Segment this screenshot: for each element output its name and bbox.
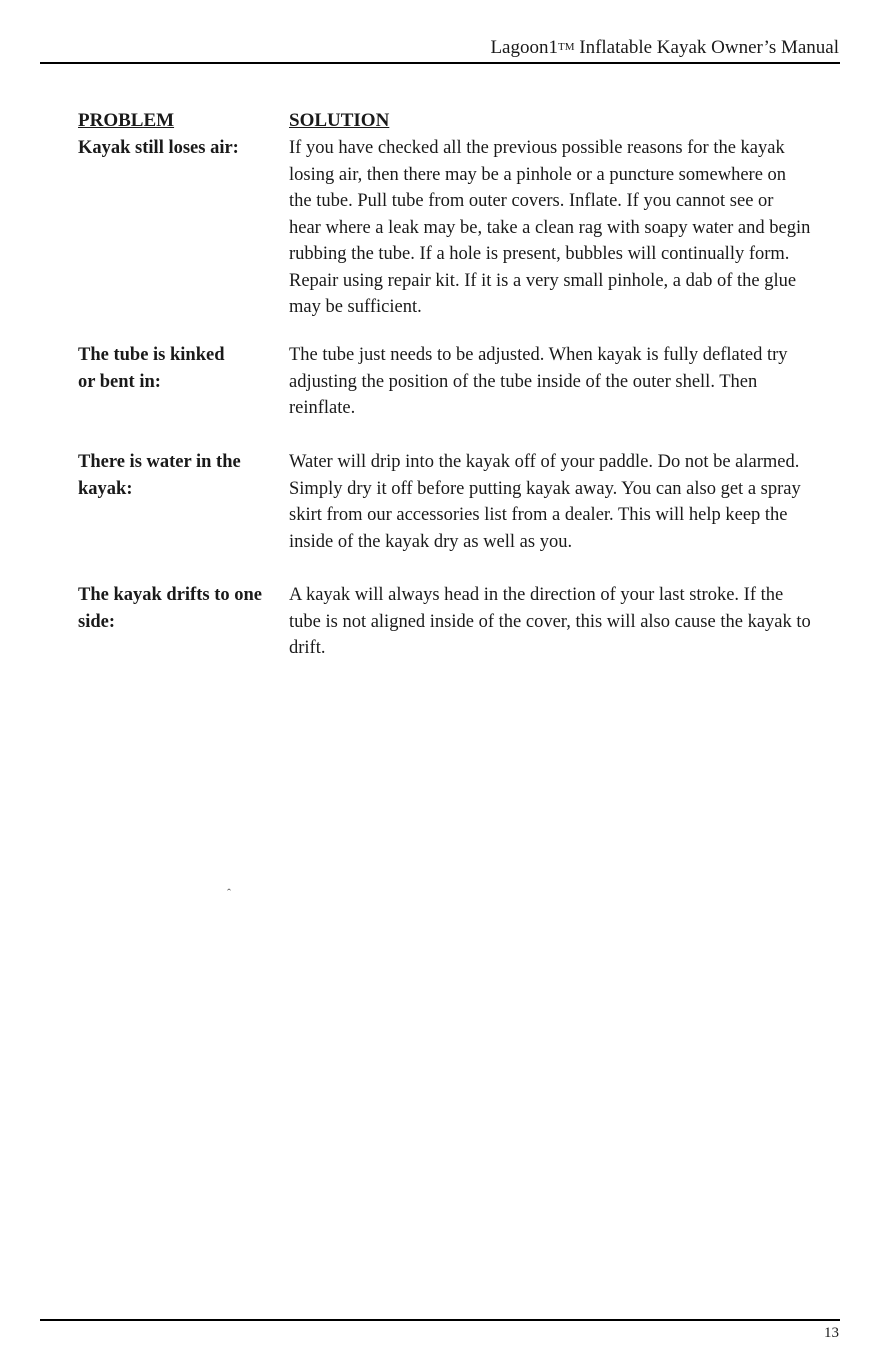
solution-cell: If you have checked all the previous possible reasons for the kayak losing air, then there may be a pinhole or a puncture somewhere on the tube. Pull tube from outer covers. Inflate. If you cannot see or hear where a leak may be, take a clean rag with soapy water and begin rubbing the tube. If a hole is present, bubbles will continually form. Repair using repair kit. If it is a very small pinhole, a dab of the glue may be sufficient. (289, 138, 811, 317)
solution-column-heading: SOLUTION (289, 110, 390, 131)
problem-column-heading: PROBLEM (78, 110, 175, 131)
header-title: Lagoon1™ Inflatable Kayak Owner’s Manual (490, 37, 839, 58)
stray-mark: ˆ (227, 886, 231, 900)
page-number: 13 (824, 1325, 839, 1341)
header-rule (40, 62, 840, 64)
problem-cell: The kayak drifts to one side: (78, 585, 262, 632)
problem-cell: There is water in the kayak: (78, 452, 241, 499)
solution-cell: The tube just needs to be adjusted. When kayak is fully deflated try adjusting the position of the tube inside of the outer shell. Then reinflate. (289, 345, 788, 418)
footer-rule (40, 1319, 840, 1321)
problem-cell: Kayak still loses air: (78, 138, 239, 158)
solution-cell: Water will drip into the kayak off of your paddle. Do not be alarmed. Simply dry it off before putting kayak away. You can also get a spray skirt from our accessories list from a dealer. This will help keep the inside of the kayak dry as well as you. (289, 452, 801, 552)
solution-cell: A kayak will always head in the direction of your last stroke. If the tube is not aligned inside of the cover, this will also cause the kayak to drift. (289, 585, 811, 658)
trademark: TM (558, 41, 575, 53)
problem-cell: The tube is kinked or bent in: (78, 345, 225, 392)
